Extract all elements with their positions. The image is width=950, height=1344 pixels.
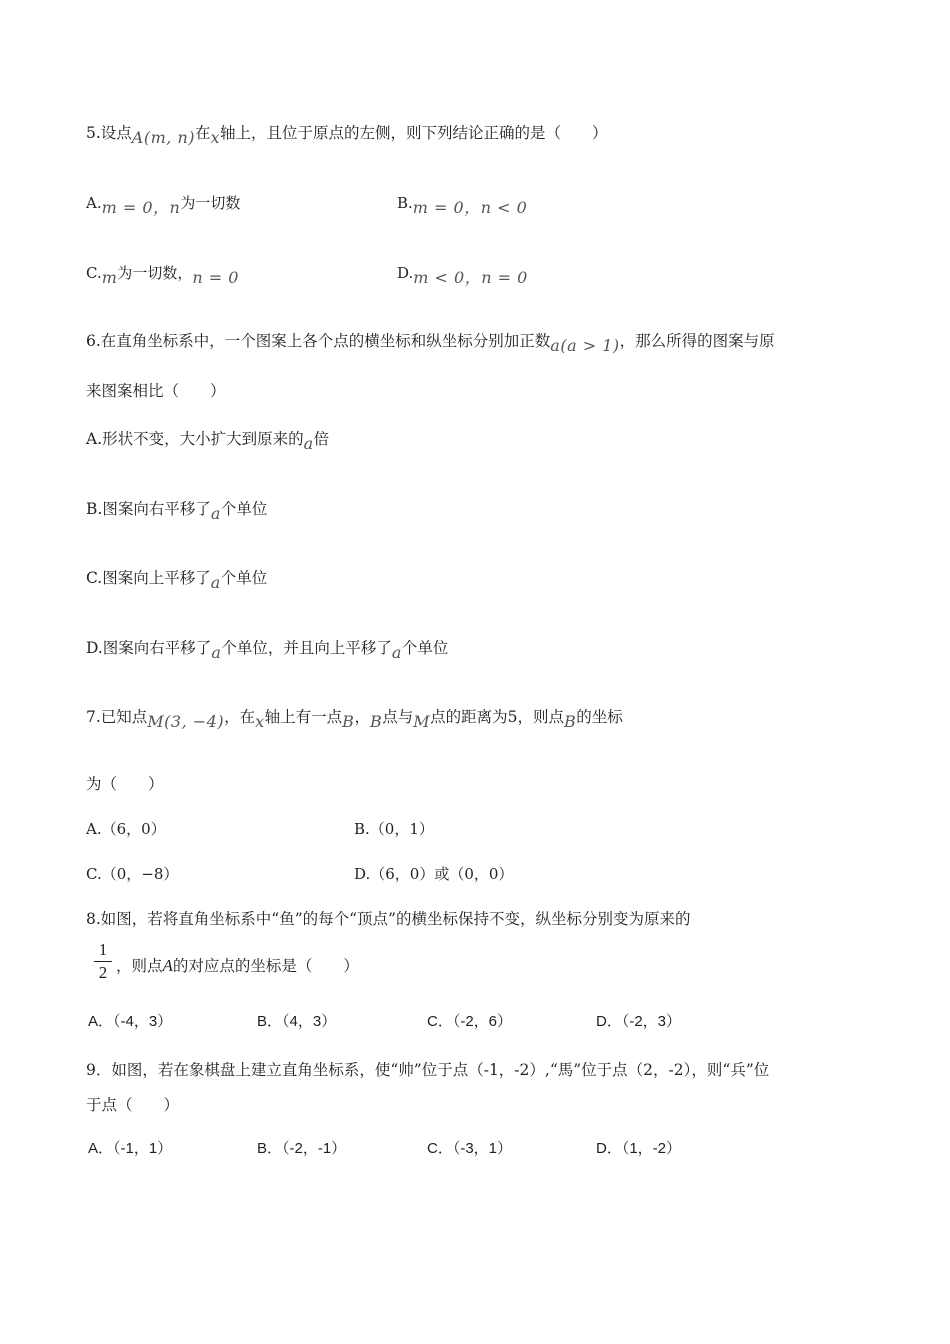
q5-math-x: x xyxy=(210,128,221,147)
q7-option-d[interactable]: D.（6，0）或（0，0） xyxy=(354,865,514,883)
q6-option-b[interactable] xyxy=(86,498,268,523)
q5-stem xyxy=(86,122,608,147)
q8-fraction xyxy=(94,940,112,983)
q9-option-d[interactable]: D．（1，-2） xyxy=(596,1140,682,1157)
q7-math: M(3, −4) xyxy=(147,712,225,731)
option-math: m = 0，n xyxy=(101,198,181,217)
q6-stem-text: 6.在直角坐标系中，一个图案上各个点的横坐标和纵坐标分别加正数 xyxy=(86,332,551,350)
option-math: a xyxy=(391,643,402,662)
q8-stem-text: ，则点 xyxy=(116,957,163,975)
option-math: a xyxy=(211,643,222,662)
option-label: D. xyxy=(397,264,414,282)
q8-stem: 8.如图，若将直角坐标系中“鱼”的每个“顶点”的横坐标保持不变，纵坐标分别变为原来的 xyxy=(86,910,691,928)
q5-stem-text: 在 xyxy=(194,124,211,142)
option-math: a xyxy=(210,573,221,592)
q7-stem-cont: 为（ ） xyxy=(86,775,164,793)
q5-stem-text: 5.设点 xyxy=(86,124,132,142)
q9-stem-cont: 于点（ ） xyxy=(86,1096,180,1114)
q7-math: B xyxy=(342,712,355,731)
q7-math: M xyxy=(413,712,431,731)
option-math: m xyxy=(101,268,118,287)
q6-option-c[interactable] xyxy=(86,567,268,592)
q7-stem-text: 7.已知点 xyxy=(86,708,148,726)
q5-math-point: A(m, n) xyxy=(131,128,195,147)
option-text: A.形状不变，大小扩大到原来的 xyxy=(86,430,304,448)
q8-option-d[interactable]: D．（-2，3） xyxy=(596,1013,682,1030)
q8-option-b[interactable]: B．（4，3） xyxy=(257,1013,337,1030)
q9-option-b[interactable]: B．（-2，-1） xyxy=(257,1140,347,1157)
q8-stem-text: 的对应点的坐标是（ ） xyxy=(172,957,359,975)
option-math: m = 0，n < 0 xyxy=(412,198,528,217)
q9-option-a[interactable]: A．（-1，1） xyxy=(88,1140,173,1157)
q7-option-b[interactable]: B.（0，1） xyxy=(354,820,434,838)
option-text: 倍 xyxy=(313,430,330,448)
option-text: 个单位 xyxy=(220,500,268,518)
q6-math: a(a > 1) xyxy=(550,336,620,355)
q5-stem-text: 轴上，且位于原点的左侧，则下列结论正确的是（ ） xyxy=(220,124,608,142)
q5-option-c[interactable] xyxy=(86,262,239,287)
fraction-bar xyxy=(94,961,112,962)
q7-stem xyxy=(86,706,623,731)
option-label: A. xyxy=(86,194,102,212)
q7-option-c[interactable]: C.（0，−8） xyxy=(86,865,179,883)
fraction-denominator: 2 xyxy=(98,963,108,982)
q6-stem xyxy=(86,330,775,355)
q6-option-d[interactable] xyxy=(86,637,449,662)
option-text: 个单位 xyxy=(220,569,268,587)
q9-option-c[interactable]: C．（-3，1） xyxy=(427,1140,513,1157)
q5-option-a[interactable] xyxy=(86,192,241,217)
q7-stem-text: 的坐标 xyxy=(576,708,623,726)
q7-stem-text: 点的距离为5，则点 xyxy=(430,708,564,726)
q8-option-a[interactable]: A．（-4，3） xyxy=(88,1013,173,1030)
q7-stem-text: 点与 xyxy=(382,708,414,726)
option-text: 为一切数 xyxy=(180,194,241,212)
option-math: m < 0，n = 0 xyxy=(413,268,528,287)
option-text: 个单位，并且向上平移了 xyxy=(221,639,392,657)
q8-math-a: A xyxy=(162,956,173,975)
q6-option-a[interactable] xyxy=(86,428,330,453)
option-math: n = 0 xyxy=(192,268,239,287)
q9-stem: 9．如图，若在象棋盘上建立直角坐标系，使“帅”位于点（-1，-2）,“馬”位于点（2，-2），则“兵”位 xyxy=(86,1061,770,1079)
q7-stem-text: 轴上有一点 xyxy=(264,708,343,726)
option-text: 个单位 xyxy=(401,639,449,657)
q7-math: B xyxy=(369,712,383,731)
option-text: C.图案向上平移了 xyxy=(86,569,211,587)
q5-option-d[interactable] xyxy=(397,262,528,287)
fraction-numerator: 1 xyxy=(98,940,108,959)
option-text: 为一切数， xyxy=(117,264,193,282)
q7-stem-text: ，在 xyxy=(224,708,256,726)
q7-option-a[interactable]: A.（6，0） xyxy=(86,820,166,838)
q8-option-c[interactable]: C．（-2，6） xyxy=(427,1013,513,1030)
option-math: a xyxy=(303,434,314,453)
option-text: B.图案向右平移了 xyxy=(86,500,211,518)
option-math: a xyxy=(210,504,221,523)
option-text: D.图案向右平移了 xyxy=(86,639,212,657)
q8-stem-cont xyxy=(116,955,359,977)
q7-math: B xyxy=(564,712,577,731)
q5-option-b[interactable] xyxy=(397,192,528,217)
q6-stem-text: ，那么所得的图案与原 xyxy=(619,332,775,350)
q7-stem-text: ， xyxy=(354,708,370,726)
option-label: C. xyxy=(86,264,102,282)
q6-stem-cont: 来图案相比（ ） xyxy=(86,382,226,400)
option-label: B. xyxy=(397,194,413,212)
q7-math: x xyxy=(255,712,265,731)
